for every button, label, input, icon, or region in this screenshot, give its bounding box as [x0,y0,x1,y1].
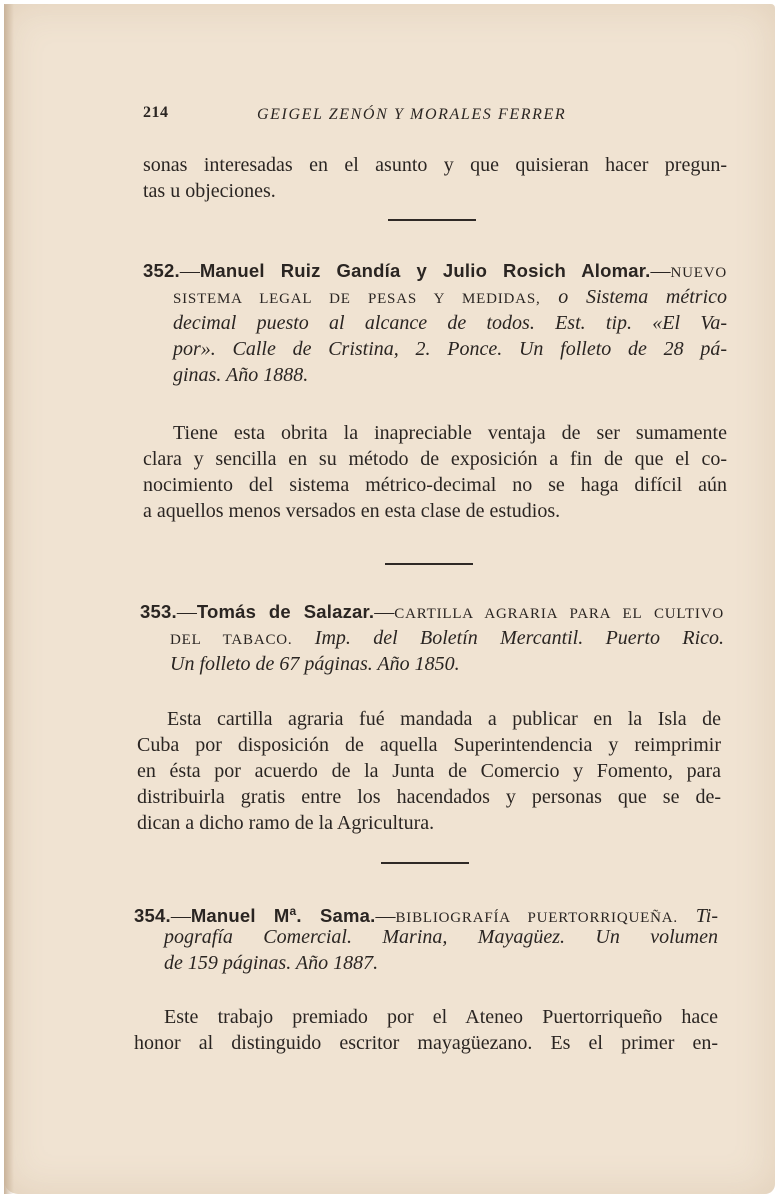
section-divider [388,219,476,221]
entry-line: decimal puesto al alcance de todos. Est. tip. «El Va- [173,312,727,334]
entry-heading [140,599,724,625]
entry-imprint: o Sistema métrico [558,286,728,308]
entry-heading [134,898,718,928]
entry-title: NUEVO [670,265,727,281]
entry-line: pografía Comercial. Marina, Mayagüez. Un volumen [164,926,718,948]
entry-number: 352. [143,260,180,281]
text-line: sonas interesadas en el asunto y que quisieran hacer pregun- [143,154,727,176]
text-line: Este trabajo premiado por el Ateneo Puertorriqueño hace [164,1006,718,1028]
entry-author: Manuel Ruiz Gandía y Julio Rosich Alomar. [199,260,651,281]
entry-title: DEL TABACO. [170,632,293,648]
text-line: Tiene esta obrita la inapreciable ventaja de ser sumamente [173,422,727,444]
text-line: tas u objeciones. [143,180,276,202]
text-line: nocimiento del sistema métrico-decimal no se haga difícil aún [143,474,727,496]
entry-line: Un folleto de 67 páginas. Año 1850. [170,653,460,675]
entry-line [143,284,727,310]
text-line: dican a dicho ramo de la Agricultura. [137,812,435,834]
text-line: clara y sencilla en su método de exposición a fin de que el co- [143,448,727,470]
entry-352 [143,258,727,388]
entry-title: SISTEMA LEGAL DE PESAS Y MEDIDAS, [173,291,541,307]
entry-title: BIBLIOGRAFÍA PUERTORRIQUEÑA. [395,910,678,927]
entry-number: 354. [134,905,171,927]
entry-354 [134,898,718,976]
entry-author: Tomás de Salazar. [196,601,375,622]
entry-dash: — [179,260,200,282]
entry-heading [143,258,727,284]
continuation-paragraph [143,152,727,204]
entry-number: 353. [140,601,177,622]
page-number: 214 [143,104,169,121]
entry-line: ginas. Año 1888. [173,364,309,386]
entry-imprint: Imp. del Boletín Mercantil. Puerto Rico. [314,627,725,649]
text-line: distribuirla gratis entre los hacendados y personas que se de- [137,786,721,808]
section-divider [385,563,473,565]
entry-imprint: Ti- [695,905,718,928]
entry-line [140,625,724,651]
text-line: en ésta por acuerdo de la Junta de Comercio y Fomento, para [137,760,721,782]
entry-dash: — [650,260,671,282]
page-edge-shadow [4,4,14,1194]
entry-353 [140,599,724,677]
section-divider [381,862,469,864]
text-line: Cuba por disposición de aquella Superintendencia y reimprimir [137,734,721,756]
entry-author: Manuel $M^a$. Sama. [190,904,376,927]
text-line: a aquellos menos versados en esta clase de estudios. [143,500,561,522]
entry-352-description [143,420,727,524]
text-line: Esta cartilla agraria fué mandada a publicar en la Isla de [167,708,721,730]
running-head: GEIGEL ZENÓN Y MORALES FERRER [257,106,567,123]
entry-dash: — [375,905,396,928]
text-line: honor al distinguido escritor mayagüezano. Es el primer en- [134,1032,718,1054]
entry-line: por». Calle de Cristina, 2. Ponce. Un folleto de 28 pá- [173,338,727,360]
entry-354-description [134,1004,718,1056]
entry-353-description [137,706,721,836]
entry-title: CARTILLA AGRARIA PARA EL CULTIVO [394,606,724,622]
entry-dash: — [176,601,197,623]
entry-dash: — [374,601,395,623]
entry-line: de 159 páginas. Año 1887. [164,952,379,974]
entry-dash: — [170,905,191,928]
